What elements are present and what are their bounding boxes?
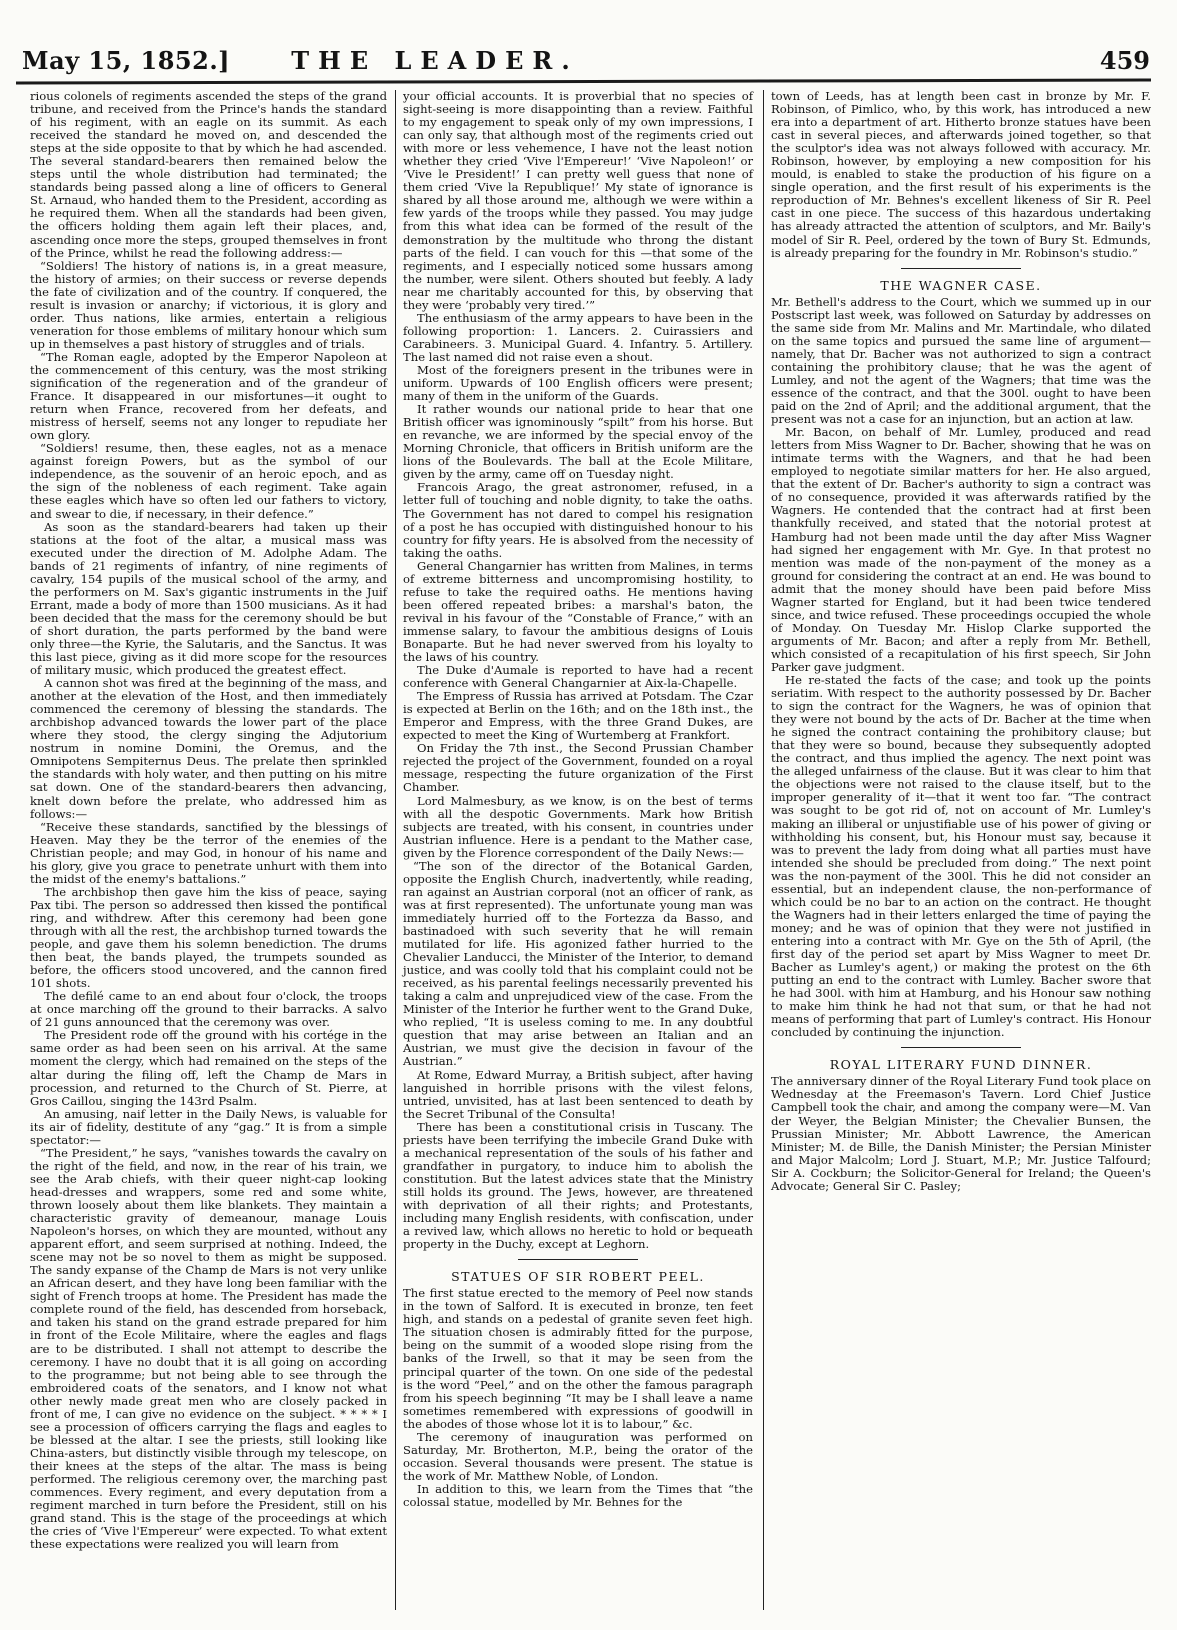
- paragraph: rious colonels of regiments ascended the steps of the grand tribune, and received from the Prince's hands the standard of his regiment, with an eagle on its summit. As each received the standard he moved on, and descended the steps at the side opposite to that by which he had ascended. The several standard-bearers then remained below the steps until the whole distribution had terminated; the standards being passed along a line of officers to General St. Arnaud, who handed them to the President, according as he required them. When all the standards had been given, the officers holding them again left their places, and, ascending once more the steps, grouped themselves in front of the Prince, whilst he read the following address:—: [30, 89, 387, 260]
- paragraph: The Empress of Russia has arrived at Potsdam. The Czar is expected at Berlin on the 16th; and on the 18th inst., the Emperor and Empress, with the three Grand Dukes, are expected to meet the King of Wurtemberg at Frankfort.: [403, 689, 753, 743]
- paragraph: The anniversary dinner of the Royal Literary Fund took place on Wednesday at the Freemason's Tavern. Lord Chief Justice Campbell took the chair, and among the company were—M. Van der Weyer, the Belgian Minister; the Chevalier Bunsen, the Prussian Minister; Mr. Abbott Lawrence, the American Minister; M. de Bille, the Danish Minister; the Persian Minister and Major Malcolm; Lord J. Stuart, M.P.; Mr. Justice Talfourd; Sir A. Cockburn; the Solicitor-General for Ireland; the Queen's Advocate; General Sir C. Pasley;: [771, 1074, 1151, 1193]
- paragraph: “The Roman eagle, adopted by the Emperor Napoleon at the commencement of this century, was the most striking signification of the regeneration and of the grandeur of France. It disappeared in our misfortunes—it ought to return when France, recovered from her defeats, and mistress of herself, seems not any longer to repudiate her own glory.: [30, 349, 387, 443]
- paragraph: “Receive these standards, sanctified by the blessings of Heaven. May they be the terror of the enemies of the Christian people; and may God, in honour of his name and his glory, give you grace to penetrate unhurt with them into the midst of the enemy's battalions.”: [30, 819, 387, 886]
- paragraph: “Soldiers! resume, then, these eagles, not as a menace against foreign Powers, but as the symbol of our independence, as the souvenir of an heroic epoch, and as the sign of the nobleness of each regiment. Take again these eagles which have so often led our fathers to victory, and swear to die, if necessary, in their defence.”: [30, 441, 387, 521]
- column-divider: [763, 90, 764, 1610]
- paragraph: Mr. Bethell's address to the Court, which we summed up in our Postscript last week, was followed on Saturday by addresses on the same side from Mr. Malins and Mr. Martindale, who dilated on the same topics and pursued the same line of argument—namely, that Dr. Bacher was not authorized to sign a contract containing the prohibitory clause; that he was the agent of Lumley, and not the agent of the Wagners; that time was the essence of the contract, and that the 300l. ought to have been paid on the 2nd of April; and the additional argument, that the present was not a case for an injunction, but an action at law.: [771, 294, 1151, 427]
- issue-date: May 15, 1852.]: [22, 46, 231, 75]
- paragraph: There has been a constitutional crisis in Tuscany. The priests have been terrifying the imbecile Grand Duke with a mechanical representation of the souls of his father and grandfather in purgatory, to induce him to abolish the constitution. But the latest advices state that the Ministry still holds its ground. The Jews, however, are threatened with deprivation of all their rights; and Protestants, including many English residents, with confiscation, under a revived law, which allows no heretic to hold or bequeath property in the Duchy, except at Leghorn.: [403, 1119, 753, 1252]
- paragraph: “Soldiers! The history of nations is, in a great measure, the history of armies; on their success or reverse depends the fate of civilization and of the country. If conquered, the result is invasion or anarchy; if victorious, it is glory and order. Thus nations, like armies, entertain a religious veneration for those emblems of military honour which sum up in themselves a past history of struggles and of trials.: [30, 258, 387, 351]
- section-separator: [901, 1047, 1021, 1048]
- section-separator: [518, 1259, 638, 1260]
- paragraph: The defilé came to an end about four o'clock, the troops at once marching off the ground to their barracks. A salvo of 21 guns announced that the ceremony was over.: [30, 989, 387, 1030]
- paragraph: At Rome, Edward Murray, a British subject, after having languished in horrible prisons with the vilest felons, untried, unvisited, has at last been sentenced to death by the Secret Tribunal of the Consulta!: [403, 1067, 753, 1121]
- paragraph: It rather wounds our national pride to hear that one British officer was ignominously “spilt” from his horse. But en revanche, we are informed by the special envoy of the Morning Chronicle, that officers in British uniform are the lions of the Boulevards. The ball at the Ecole Militare, given by the army, came off on Tuesday night.: [403, 402, 753, 482]
- section-heading: ROYAL LITERARY FUND DINNER.: [829, 1057, 1093, 1073]
- paragraph: “The son of the director of the Botanical Garden, opposite the English Church, inadvertently, while reading, ran against an Austrian corporal (not an officer of rank, as was at first represented). The unfortunate young man was immediately hurried off to the Fortezza da Basso, and bastinadoed with such severity that he will remain mutilated for life. His agonized father hurried to the Chevalier Landucci, the Minister of the Interior, to demand justice, and was coolly told that his complaint could not be received, as his parental feelings necessarily prevented his taking a calm and unprejudiced view of the case. From the Minister of the Interior he further went to the Grand Duke, who replied, “It is useless coming to me. In any doubtful question that may arise between an Italian and an Austrian, we must give the decision in favour of the Austrian.”: [403, 858, 753, 1069]
- paragraph: Mr. Bacon, on behalf of Mr. Lumley, produced and read letters from Miss Wagner to Dr. Bacher, showing that he was on intimate terms with the Wagners, and that he had been employed to negotiate similar matters for her. He also argued, that the extent of Dr. Bacher's authority to sign a contract was of no consequence, provided it was afterwards ratified by the Wagners. He contended that the contract had at first been thankfully received, and stated that the notorial protest at Hamburg had not been made until the day after Miss Wagner had signed her engagement with Mr. Gye. In that protest no mention was made of the non-payment of the money as a ground for considering the contract at an end. He was bound to admit that the money should have been paid before Miss Wagner started for England, but it had been twice tendered since, and twice refused. These proceedings occupied the whole of Monday. On Tuesday Mr. Hislop Clarke supported the arguments of Mr. Bacon; and after a reply from Mr. Bethell, which consisted of a recapitulation of his first speech, Sir John Parker gave judgment.: [771, 425, 1151, 674]
- column-1: [30, 90, 387, 1551]
- paragraph: An amusing, naif letter in the Daily News, is valuable for its air of fidelity, destitute of any “gag.” It is from a simple spectator:—: [30, 1106, 387, 1147]
- paragraph: The enthusiasm of the army appears to have been in the following proportion: 1. Lancers. 2. Cuirassiers and Carabineers. 3. Municipal Guard. 4. Infantry. 5. Artillery. The last named did not raise even a shout.: [403, 310, 753, 364]
- column-3: [771, 90, 1151, 1193]
- section-heading: STATUES OF SIR ROBERT PEEL.: [451, 1269, 705, 1285]
- paragraph: The Duke d'Aumale is reported to have had a recent conference with General Changarnier at Aix-la-Chapelle.: [403, 663, 753, 691]
- paragraph: Lord Malmesbury, as we know, is on the best of terms with all the despotic Governments. Mark how British subjects are treated, with his consent, in countries under Austrian influence. Here is a pendant to the Mather case, given by the Florence correspondent of the Daily News:—: [403, 793, 753, 860]
- paragraph: Most of the foreigners present in the tribunes were in uniform. Upwards of 100 English officers were present; many of them in the uniform of the Guards.: [403, 362, 753, 404]
- paragraph: On Friday the 7th inst., the Second Prussian Chamber rejected the project of the Government, founded on a royal message, respecting the future organization of the First Chamber.: [403, 741, 753, 795]
- column-2: [403, 90, 753, 1509]
- newspaper-title: THE LEADER.: [291, 46, 579, 75]
- paragraph: General Changarnier has written from Malines, in terms of extreme bitterness and uncompromising hostility, to refuse to take the required oaths. He mentions having been offered repeated bribes: a marshal's baton, the revival in his favour of the “Constable of France,” with an immense salary, to favour the ambitious designs of Louis Bonaparte. But he had never swerved from his loyalty to the laws of his country.: [403, 558, 753, 665]
- page-number: 459: [1099, 46, 1150, 75]
- paragraph: The ceremony of inauguration was performed on Saturday, Mr. Brotherton, M.P., being the orator of the occasion. Several thousands were present. The statue is the work of Mr. Matthew Noble, of London.: [403, 1429, 753, 1483]
- paragraph: town of Leeds, has at length been cast in bronze by Mr. F. Robinson, of Pimlico, who, by this work, has introduced a new era into a department of art. Hitherto bronze statues have been cast in several pieces, and afterwards joined together, so that the sculptor's idea was not always followed with accuracy. Mr. Robinson, however, by employing a new composition for his mould, is enabled to stake the production of his figure on a single operation, and the first result of his experiments is the reproduction of Mr. Behnes's excellent likeness of Sir R. Peel cast in one piece. The success of this hazardous undertaking has already attracted the attention of sculptors, and Mr. Baily's model of Sir R. Peel, ordered by the town of Bury St. Edmunds, is already preparing for the foundry in Mr. Robinson's studio.”: [771, 89, 1151, 260]
- paragraph: In addition to this, we learn from the Times that “the colossal statue, modelled by Mr. Behnes for the: [403, 1481, 753, 1509]
- paragraph: “The President,” he says, “vanishes towards the cavalry on the right of the field, and now, in the rear of his train, we see the Arab chiefs, with their queer night-cap looking head-dresses and wrappers, some red and some white, thrown loosely about them like blankets. They maintain a characteristic gravity of demeanour, manage Louis Napoleon's horses, on which they are mounted, without any apparent effort, and seem surprised at nothing. Indeed, the scene may not be so novel to them as might be supposed. The sandy expanse of the Champ de Mars is not very unlike an African desert, and they have long been familiar with the sight of French troops at home. The President has made the complete round of the field, has descended from horseback, and taken his stand on the grand estrade prepared for him in front of the Ecole Militaire, where the eagles and flags are to be distributed. I shall not attempt to describe the ceremony. I have no doubt that it is all going on according to the programme; but not being able to see through the embroidered coats of the senators, and I know not what other newly made great men who are closely packed in front of me, I can give no evidence on the subject. * * * * I see a procession of officers carrying the flags and eagles to be blessed at the altar. I see the priests, still looking like China-asters, but distinctly visible through my telescope, on their knees at the steps of the altar. The mass is being performed. The religious ceremony over, the marching past commences. Every regiment, and every deputation from a regiment marched in turn before the President, still on his grand stand. This is the stage of the proceedings at which the cries of ‘Vive l'Empereur’ were expected. To what extent these expectations were realized you will learn from: [30, 1145, 388, 1552]
- paragraph: The President rode off the ground with his cortége in the same order as had been seen on his arrival. At the same moment the clergy, which had remained on the steps of the altar during the filing off, left the Champ de Mars in procession, and returned to the Church of St. Pierre, at Gros Caillou, singing the 143rd Psalm.: [30, 1028, 387, 1108]
- paragraph: As soon as the standard-bearers had taken up their stations at the foot of the altar, a musical mass was executed under the direction of M. Adolphe Adam. The bands of 21 regiments of infantry, of nine regiments of cavalry, 154 pupils of the musical school of the army, and the performers on M. Sax's gigantic instruments in the Juif Errant, made a body of more than 1500 musicians. As it had been decided that the mass for the ceremony should be but of short duration, the parts performed by the band were only three—the Kyrie, the Salutaris, and the Sanctus. It was this last piece, giving as it did more scope for the resources of military music, which produced the greatest effect.: [30, 519, 387, 678]
- paragraph: The first statue erected to the memory of Peel now stands in the town of Salford. It is executed in bronze, ten feet high, and stands on a pedestal of granite seven feet high. The situation chosen is admirably fitted for the purpose, being on the summit of a wooded slope rising from the banks of the Irwell, so that it may be seen from the principal quarter of the town. On one side of the pedestal is the word “Peel,” and on the other the famous paragraph from his speech beginning “It may be I shall leave a name sometimes remembered with expressions of goodwill in the abodes of those whose lot it is to labour,” &c.: [403, 1286, 753, 1431]
- paragraph: your official accounts. It is proverbial that no species of sight-seeing is more disappointing than a review. Faithful to my engagement to speak only of my own impressions, I can only say, that although most of the regiments cried out with more or less vehemence, I have not the least notion whether they cried ‘Vive l'Empereur!’ ‘Vive Napoleon!’ or ‘Vive le President!’ I can pretty well guess that none of them cried ‘Vive la Republique!’ My state of ignorance is shared by all those around me, although we were within a few yards of the troops while they passed. You may judge from this what idea can be formed of the result of the demonstration by the multitude who throng the distant parts of the field. I can vouch for this —that some of the regiments, and I especially noticed some hussars among the number, were silent. Others shouted but feebly. A lady near me charitably accounted for this, by observing that they were ‘probably very tired.’”: [403, 89, 753, 312]
- column-divider: [395, 90, 396, 1610]
- masthead: [22, 36, 1150, 76]
- section-heading: THE WAGNER CASE.: [880, 277, 1042, 293]
- masthead-rule: [16, 79, 1151, 85]
- paragraph: A cannon shot was fired at the beginning of the mass, and another at the elevation of the Host, and then immediately commenced the ceremony of blessing the standards. The archbishop advanced towards the lower part of the place where they stood, the clergy singing the Adjutorium nostrum in nomine Domini, the Oremus, and the Omnipotens Sempiternus Deus. The prelate then sprinkled the standards with holy water, and then putting on his mitre sat down. One of the standard-bearers then advancing, knelt down before the prelate, who addressed him as follows:—: [30, 676, 387, 821]
- paragraph: He re-stated the facts of the case; and took up the points seriatim. With respect to the authority possessed by Dr. Bacher to sign the contract for the Wagners, he was of opinion that they were not bound by the acts of Dr. Bacher at the time when he signed the contract containing the prohibitory clause; but that they were so bound, because they subsequently adopted the contract, and thus implied the agency. The next point was the alleged unfairness of the clause. But it was clear to him that the objections were not raised to the clause itself, but to the improper generality of it—that it went too far. “The contract was sought to be got rid of, not on account of Mr. Lumley's making an illiberal or unjustifiable use of his power of giving or withholding his consent, but, his Honour must say, because it was to prevent the lady from doing what all parties must have intended she should be precluded from doing.” The next point was the non-payment of the 300l. This he did not consider an essential, but an independent clause, the non-performance of which could be no bar to an action on the contract. He thought the Wagners had in their letters enlarged the time of paying the money; and he was of opinion that they were not justified in entering into a contract with Mr. Gye on the 5th of April, (the first day of the period set apart by Miss Wagner to meet Dr. Bacher as Lumley's agent,) or making the protest on the 6th putting an end to the contract with Lumley. Bacher swore that he had 300l. with him at Hamburg, and his Honour saw nothing to make him think he had not that sum, or that he had not means of performing that part of Lumley's contract. His Honour concluded by continuing the injunction.: [771, 673, 1151, 1040]
- section-separator: [901, 268, 1021, 269]
- paragraph: Francois Arago, the great astronomer, refused, in a letter full of touching and noble dignity, to take the oaths. The Government has not dared to compel his resignation of a post he has occupied with distinguished honour to his country for fifty years. He is absolved from the necessity of taking the oaths.: [403, 480, 753, 560]
- paragraph: The archbishop then gave him the kiss of peace, saying Pax tibi. The person so addressed then kissed the pontifical ring, and withdrew. After this ceremony had been gone through with all the rest, the archbishop turned towards the people, and gave them his solemn benediction. The drums then beat, the bands played, the trumpets sounded as before, the officers stood uncovered, and the cannon fired 101 shots.: [30, 884, 387, 991]
